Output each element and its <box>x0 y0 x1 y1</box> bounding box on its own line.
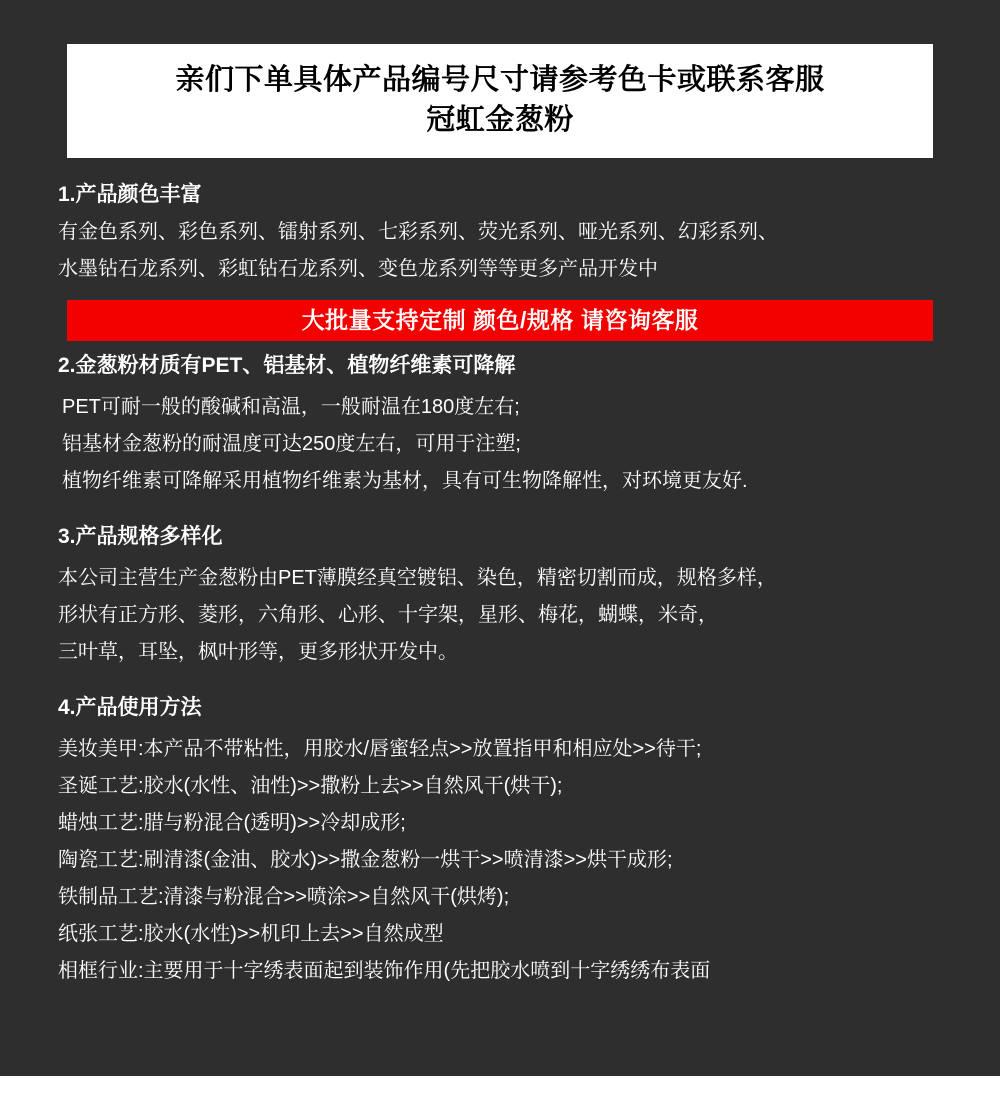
section-4-heading: 4.产品使用方法 <box>58 696 202 719</box>
section-specifications <box>58 522 942 671</box>
title-line-2: 冠虹金葱粉 <box>426 104 574 136</box>
section-usage <box>58 693 942 990</box>
section-1-line-1: 有金色系列、彩色系列、镭射系列、七彩系列、荧光系列、哑光系列、幻彩系列、 <box>58 221 778 243</box>
section-3-line-1: 本公司主营生产金葱粉由PET薄膜经真空镀铝、染色，精密切割而成，规格多样， <box>58 567 777 589</box>
section-product-colors <box>58 180 942 288</box>
section-2-heading: 2.金葱粉材质有PET、铝基材、植物纤维素可降解 <box>58 354 516 377</box>
section-1-line-2: 水墨钻石龙系列、彩虹钻石龙系列、变色龙系列等等更多产品开发中 <box>58 258 658 280</box>
section-4-line-5: 铁制品工艺:清漆与粉混合>>喷涂>>自然风干(烘烤); <box>58 886 510 908</box>
section-4-line-3: 蜡烛工艺:腊与粉混合(透明)>>冷却成形; <box>58 812 406 834</box>
section-2-line-3: 植物纤维素可降解采用植物纤维素为基材，具有可生物降解性，对环境更友好. <box>62 470 748 492</box>
promo-banner: 大批量支持定制 颜色/规格 请咨询客服 <box>67 300 933 341</box>
section-4-line-4: 陶瓷工艺:刷清漆(金油、胶水)>>撒金葱粉一烘干>>喷清漆>>烘干成形; <box>58 849 673 871</box>
section-material <box>58 351 942 500</box>
section-2-line-1: PET可耐一般的酸碱和高温，一般耐温在180度左右; <box>62 396 520 418</box>
section-2-line-2: 铝基材金葱粉的耐温度可达250度左右，可用于注塑; <box>62 433 521 455</box>
title-banner <box>67 44 933 158</box>
title-line-1: 亲们下单具体产品编号尺寸请参考色卡或联系客服 <box>175 64 825 96</box>
bottom-white-strip <box>0 1076 1000 1099</box>
section-4-line-6: 纸张工艺:胶水(水性)>>机印上去>>自然成型 <box>58 923 444 945</box>
section-4-line-2: 圣诞工艺:胶水(水性、油性)>>撒粉上去>>自然风干(烘干); <box>58 775 563 797</box>
section-1-heading: 1.产品颜色丰富 <box>58 183 202 206</box>
section-4-line-7: 相框行业:主要用于十字绣表面起到装饰作用(先把胶水喷到十字绣绣布表面 <box>58 960 711 982</box>
section-3-line-3: 三叶草，耳坠，枫叶形等，更多形状开发中。 <box>58 641 458 663</box>
section-3-line-2: 形状有正方形、菱形，六角形、心形、十字架，星形、梅花，蝴蝶，米奇， <box>58 604 718 626</box>
section-4-line-1: 美妆美甲:本产品不带粘性，用胶水/唇蜜轻点>>放置指甲和相应处>>待干; <box>58 738 702 760</box>
section-3-heading: 3.产品规格多样化 <box>58 525 223 548</box>
